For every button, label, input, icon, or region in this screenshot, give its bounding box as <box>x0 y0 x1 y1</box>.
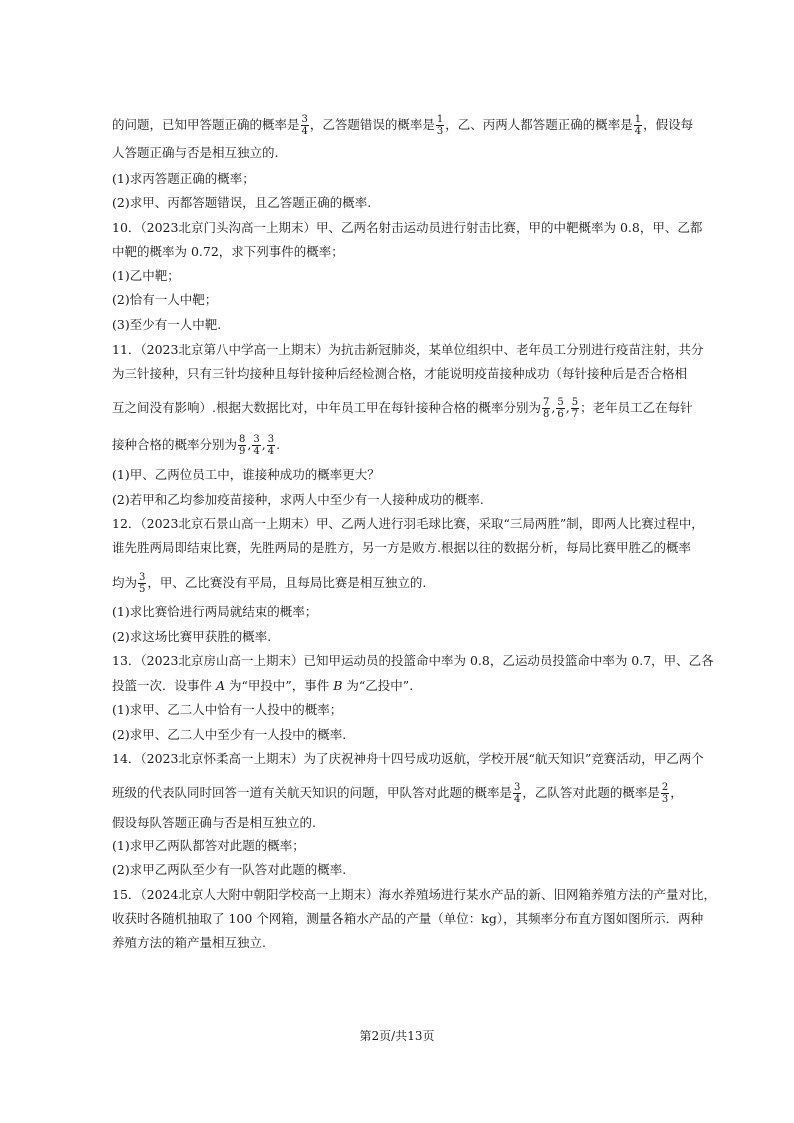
fraction: $\frac{3}{4}$ <box>301 114 308 137</box>
q11-sub-1: (1)甲、乙两位员工中，谁接种成功的概率更大？ <box>112 467 380 482</box>
q11-line-1: 11．（2023北京第八中学高一上期末）为抗击新冠肺炎，某单位组织中、老年员工分别进行疫苗注射，共分 <box>112 342 704 357</box>
q12-line-2: 谁先胜两局即结束比赛，先胜两局的是胜方，另一方是败方.根据以往的数据分析，每局比赛甲胜乙的概率 <box>112 540 691 555</box>
q14-text: ， <box>670 785 683 800</box>
page-footer: 第2页/共13页 <box>359 1029 435 1043</box>
fraction: $\frac{5}{6}$ <box>557 397 564 420</box>
q9-sub-1: (1)求丙答题正确的概率； <box>112 171 255 186</box>
fraction: $\frac{7}{8}$ <box>542 397 550 420</box>
fraction: $\frac{3}{4}$ <box>514 782 521 805</box>
q13-line-1: 13．（2023北京房山高一上期末）已知甲运动员的投篮命中率为 0.8，乙运动员投篮命中率为 0.7，甲、乙各 <box>112 653 714 668</box>
q12-line-1: 12．（2023北京石景山高一上期末）甲、乙两人进行羽毛球比赛，采取“三局两胜”制，即两人比赛过程中， <box>112 516 704 531</box>
q13-text: 投篮一次．设事件 <box>112 678 216 693</box>
q12-sub-2: (2)求这场比赛甲获胜的概率. <box>112 629 272 644</box>
event-a-symbol: A <box>215 678 226 693</box>
q11-text: 互之间没有影响）.根据大数据比对，中年员工甲在每针接种合格的概率分别为 <box>112 400 541 415</box>
q10-line-2: 中靶的概率为 0.72，求下列事件的概率； <box>112 244 344 259</box>
q11-sub-2: (2)若甲和乙均参加疫苗接种，求两人中至少有一人接种成功的概率. <box>112 492 484 507</box>
fraction: $\frac{5}{7}$ <box>571 397 579 420</box>
q13-text: 为“甲投中”，事件 <box>225 678 334 693</box>
q13-sub-1: (1)求甲、乙二人中恰有一人投中的概率； <box>112 702 343 717</box>
q15-line-2: 收获时各随机抽取了 100 个网箱，测量各箱水产品的产量（单位：kg），其频率分布直方图如图所示．两种 <box>112 911 704 926</box>
event-b-symbol: B <box>333 678 343 693</box>
q11-line-3: 互之间没有影响）.根据大数据比对，中年员工甲在每针接种合格的概率分别为 $\frac{7}{8}$ , $\frac{5}{6}$ , $\frac{5}{7}$ ；老年员工乙在每针 <box>112 397 693 420</box>
q9-text: 的问题，已知甲答题正确的概率是 <box>112 117 300 132</box>
q14-sub-1: (1)求甲乙两队都答对此题的概率； <box>112 838 305 853</box>
q11-text: ；老年员工乙在每针 <box>580 400 693 415</box>
q14-sub-2: (2)求甲乙两队至少有一队答对此题的概率. <box>112 862 347 877</box>
q14-line-2 <box>112 782 690 805</box>
q14-line-3: 假设每队答题正确与否是相互独立的. <box>112 815 316 830</box>
q13-sub-2: (2)求甲、乙二人中至少有一人投中的概率. <box>112 727 347 742</box>
q10-sub-3: (3)至少有一人中靶. <box>112 317 222 332</box>
q14-text: 班级的代表队同时回答一道有关航天知识的问题，甲队答对此题的概率是 <box>112 785 513 800</box>
q15-line-1: 15．（2024北京人大附中朝阳学校高一上期末）海水养殖场进行某水产品的新、旧网箱养殖方法的产量对比， <box>112 887 716 902</box>
fraction: $\frac{1}{4}$ <box>634 114 642 137</box>
q9-text: ，乙答题错误的概率是 <box>309 117 435 132</box>
q11-line-2: 为三针接种，只有三针均接种且每针接种后经检测合格，才能说明疫苗接种成功（每针接种后是否合格相 <box>112 366 688 381</box>
q10-line-1: 10．（2023北京门头沟高一上期末）甲、乙两名射击运动员进行射击比赛，甲的中靶概率为 0.8，甲、乙都 <box>112 220 703 235</box>
q10-sub-2: (2)恰有一人中靶； <box>112 292 218 307</box>
fraction: $\frac{3}{4}$ <box>267 434 275 457</box>
q10-sub-1: (1)乙中靶； <box>112 268 180 283</box>
q9-line-2: 人答题正确与否是相互独立的. <box>112 145 279 160</box>
q15-line-3: 养殖方法的箱产量相互独立. <box>112 935 266 950</box>
q9-text: ，假设每 <box>643 117 694 132</box>
q11-text: . <box>276 437 281 452</box>
q13-text: 为“乙投中”. <box>342 678 414 693</box>
q9-text: ，乙、丙两人都答题正确的概率是 <box>445 117 633 132</box>
fraction: $\frac{3}{5}$ <box>139 572 146 595</box>
q14-text: ，乙队答对此题的概率是 <box>522 785 660 800</box>
q11-line-4: 接种合格的概率分别为 $\frac{8}{9}$ , $\frac{3}{4}$ , $\frac{3}{4}$ . <box>112 434 281 457</box>
q12-text: 均为 <box>112 575 138 590</box>
fraction: $\frac{2}{3}$ <box>661 782 669 805</box>
q9-line-1 <box>112 114 694 137</box>
q12-sub-1: (1)求比赛恰进行两局就结束的概率； <box>112 604 318 619</box>
fraction: $\frac{1}{3}$ <box>436 114 444 137</box>
q11-text: 接种合格的概率分别为 <box>112 437 238 452</box>
q12-text: ，甲、乙比赛没有平局，且每局比赛是相互独立的. <box>147 575 427 590</box>
q13-line-2 <box>112 678 690 694</box>
fraction: $\frac{8}{9}$ <box>239 434 246 457</box>
q14-line-1: 14．（2023北京怀柔高一上期末）为了庆祝神舟十四号成功返航，学校开展“航天知识”竞赛活动，甲乙两个 <box>112 751 704 766</box>
q12-line-3 <box>112 572 690 595</box>
fraction: $\frac{3}{4}$ <box>253 434 260 457</box>
q9-sub-2: (2)求甲、丙都答题错误，且乙答题正确的概率. <box>112 195 372 210</box>
